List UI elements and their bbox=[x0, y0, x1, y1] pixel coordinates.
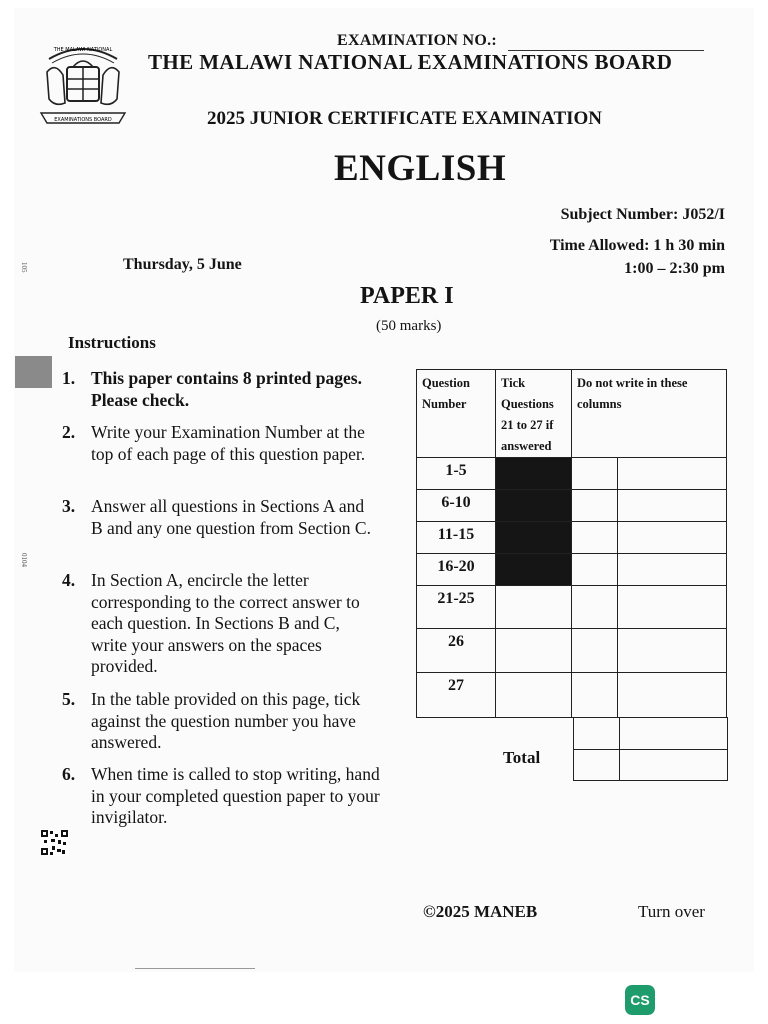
instructions-heading: Instructions bbox=[68, 333, 156, 352]
instruction-number: 1. bbox=[62, 368, 76, 388]
marks-cell bbox=[572, 490, 618, 522]
instruction-number: 3. bbox=[62, 496, 76, 516]
subject-title: ENGLISH bbox=[334, 148, 507, 189]
time-allowed: Time Allowed: 1 h 30 min bbox=[549, 237, 725, 254]
instruction-item bbox=[62, 689, 380, 754]
camscanner-badge-icon: CS bbox=[625, 985, 655, 1015]
instruction-number: 6. bbox=[62, 764, 76, 784]
maneb-coat-of-arms-logo bbox=[37, 37, 129, 129]
marks-cell bbox=[618, 629, 727, 673]
question-range-cell: 1-5 bbox=[417, 458, 496, 490]
total-cell bbox=[574, 718, 620, 750]
exam-title: 2025 JUNIOR CERTIFICATE EXAMINATION bbox=[207, 108, 603, 129]
examination-no-label: EXAMINATION NO.: bbox=[337, 32, 498, 49]
total-label: Total bbox=[503, 748, 541, 767]
registration-mark bbox=[15, 356, 52, 388]
marks-cell bbox=[572, 554, 618, 586]
shaded-tick-cell bbox=[496, 554, 572, 586]
tick-cell[interactable] bbox=[496, 586, 572, 629]
svg-text:EXAMINATIONS BOARD: EXAMINATIONS BOARD bbox=[54, 117, 112, 123]
total-marks: (50 marks) bbox=[376, 318, 442, 334]
side-page-mark: 0104 bbox=[20, 553, 28, 567]
marks-cell bbox=[618, 490, 727, 522]
turn-over: Turn over bbox=[638, 902, 705, 921]
exam-date: Thursday, 5 June bbox=[123, 256, 242, 273]
instruction-item bbox=[62, 496, 380, 539]
subject-number: Subject Number: J052/I bbox=[560, 206, 725, 223]
instruction-text: In Section A, encircle the letter corresponding to the correct answer to each question. In Sections B and C, write your answers on the spaces provided. bbox=[91, 570, 360, 676]
qr-code-icon bbox=[40, 829, 69, 856]
shaded-tick-cell bbox=[496, 458, 572, 490]
instruction-text: Answer all questions in Sections A and B and any one question from Section C. bbox=[91, 496, 371, 538]
instruction-item bbox=[62, 570, 380, 678]
marks-cell bbox=[572, 673, 618, 718]
question-range-cell: 6-10 bbox=[417, 490, 496, 522]
marks-cell bbox=[618, 554, 727, 586]
board-name: THE MALAWI NATIONAL EXAMINATIONS BOARD bbox=[148, 50, 673, 74]
instruction-number: 5. bbox=[62, 689, 76, 709]
question-range-cell: 27 bbox=[417, 673, 496, 718]
question-range-cell: 26 bbox=[417, 629, 496, 673]
total-cell bbox=[574, 750, 620, 781]
instruction-item bbox=[62, 368, 380, 411]
instruction-number: 4. bbox=[62, 570, 76, 590]
instruction-text: In the table provided on this page, tick against the question number you have answered. bbox=[91, 689, 361, 752]
instruction-text: When time is called to stop writing, hand in your completed question paper to your invigilator. bbox=[91, 764, 380, 827]
question-range-cell: 11-15 bbox=[417, 522, 496, 554]
instruction-number: 2. bbox=[62, 422, 76, 442]
total-marks-table bbox=[573, 717, 728, 781]
exam-hours: 1:00 – 2:30 pm bbox=[624, 260, 725, 277]
question-tick-table bbox=[416, 369, 727, 718]
copyright: ©2025 MANEB bbox=[423, 902, 538, 921]
tick-cell[interactable] bbox=[496, 673, 572, 718]
paper-title: PAPER I bbox=[360, 283, 454, 309]
marks-cell bbox=[618, 522, 727, 554]
header-tick: Tick Questions 21 to 27 if answered bbox=[496, 370, 572, 458]
total-cell bbox=[620, 718, 728, 750]
instruction-text: Write your Examination Number at the top of each page of this question paper. bbox=[91, 422, 366, 464]
instruction-text: This paper contains 8 printed pages. Please check. bbox=[91, 368, 362, 410]
marks-cell bbox=[618, 673, 727, 718]
shaded-tick-cell bbox=[496, 522, 572, 554]
marks-cell bbox=[572, 586, 618, 629]
instruction-item bbox=[62, 422, 380, 465]
footer-divider bbox=[135, 968, 255, 969]
marks-cell bbox=[618, 586, 727, 629]
marks-cell bbox=[572, 458, 618, 490]
tick-cell[interactable] bbox=[496, 629, 572, 673]
marks-cell bbox=[572, 522, 618, 554]
question-range-cell: 21-25 bbox=[417, 586, 496, 629]
header-do-not-write: Do not write in these columns bbox=[572, 370, 727, 458]
marks-cell bbox=[618, 458, 727, 490]
question-range-cell: 16-20 bbox=[417, 554, 496, 586]
marks-cell bbox=[572, 629, 618, 673]
side-page-mark: 105 bbox=[20, 262, 28, 273]
total-cell bbox=[620, 750, 728, 781]
instruction-item bbox=[62, 764, 380, 829]
header-question-number: Question Number bbox=[417, 370, 496, 458]
shaded-tick-cell bbox=[496, 490, 572, 522]
svg-text:THE MALAWI NATIONAL: THE MALAWI NATIONAL bbox=[53, 47, 113, 53]
